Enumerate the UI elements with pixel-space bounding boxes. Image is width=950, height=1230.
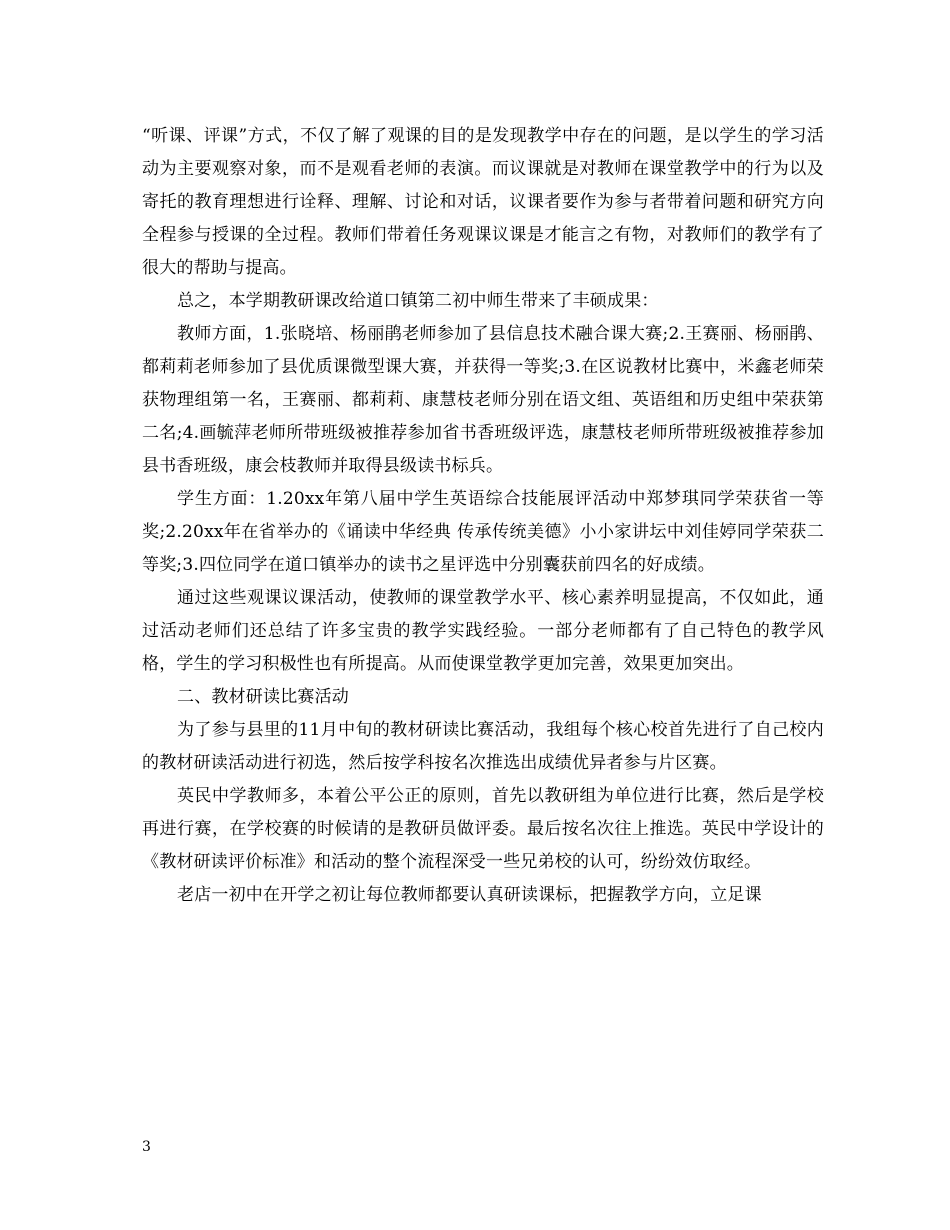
document-body	[142, 120, 824, 912]
paragraph-activity-results: 通过这些观课议课活动，使教师的课堂教学水平、核心素养明显提高，不仅如此，通过活动老师们还总结了许多宝贵的教学实践经验。一部分老师都有了自己特色的教学风格，学生的学习积极性也有所提高。从而使课堂教学更加完善，效果更加突出。	[142, 588, 824, 674]
section-heading-textbook-study: 二、教材研读比赛活动	[177, 687, 349, 707]
paragraph-observation-method: “听课、评课”方式，不仅了解了观课的目的是发现教学中存在的问题，是以学生的学习活动为主要观察对象，而不是观看老师的表演。而议课就是对教师在课堂教学中的行为以及寄托的教育理想进行诠释、理解、讨论和对话，议课者要作为参与者带着问题和研究方向全程参与授课的全过程。教师们带着任务观课议课是才能言之有物，对教师们的教学有了很大的帮助与提高。	[142, 126, 824, 278]
paragraph-yingmin-school: 英民中学教师多，本着公平公正的原则，首先以教研组为单位进行比赛，然后是学校再进行赛，在学校赛的时候请的是教研员做评委。最后按名次往上推选。英民中学设计的《教材研读评价标准》和活动的整个流程深受一些兄弟校的认可，纷纷效仿取经。	[142, 786, 824, 872]
paragraph-summary: 总之，本学期教研课改给道口镇第二初中师生带来了丰硕成果：	[177, 291, 659, 311]
paragraph-teacher-achievements: 教师方面，1.张晓培、杨丽鹃老师参加了县信息技术融合课大赛;2.王赛丽、杨丽鹃、都莉莉老师参加了县优质课微型课大赛，并获得一等奖;3.在区说教材比赛中，米鑫老师荣获物理组第一名，王赛丽、都莉莉、康慧枝老师分别在语文组、英语组和历史组中荣获第二名;4.画毓萍老师所带班级被推荐参加省书香班级评选，康慧枝老师所带班级被推荐参加县书香班级，康会枝教师并取得县级读书标兵。	[142, 324, 824, 476]
paragraph-laodian-school: 老店一初中在开学之初让每位教师都要认真研读课标，把握教学方向，立足课	[177, 885, 762, 905]
page-number: 3	[142, 1139, 151, 1155]
paragraph-student-achievements: 学生方面：1.20xx年第八届中学生英语综合技能展评活动中郑梦琪同学荣获省一等奖;2.20xx年在省举办的《诵读中华经典 传承传统美德》小小家讲坛中刘佳婷同学荣获二等奖;3.四位同学在道口镇举办的读书之星评选中分别囊获前四名的好成绩。	[142, 489, 824, 575]
paragraph-competition-preparation: 为了参与县里的11月中旬的教材研读比赛活动，我组每个核心校首先进行了自己校内的教材研读活动进行初选，然后按学科按名次推选出成绩优异者参与片区赛。	[142, 720, 824, 773]
